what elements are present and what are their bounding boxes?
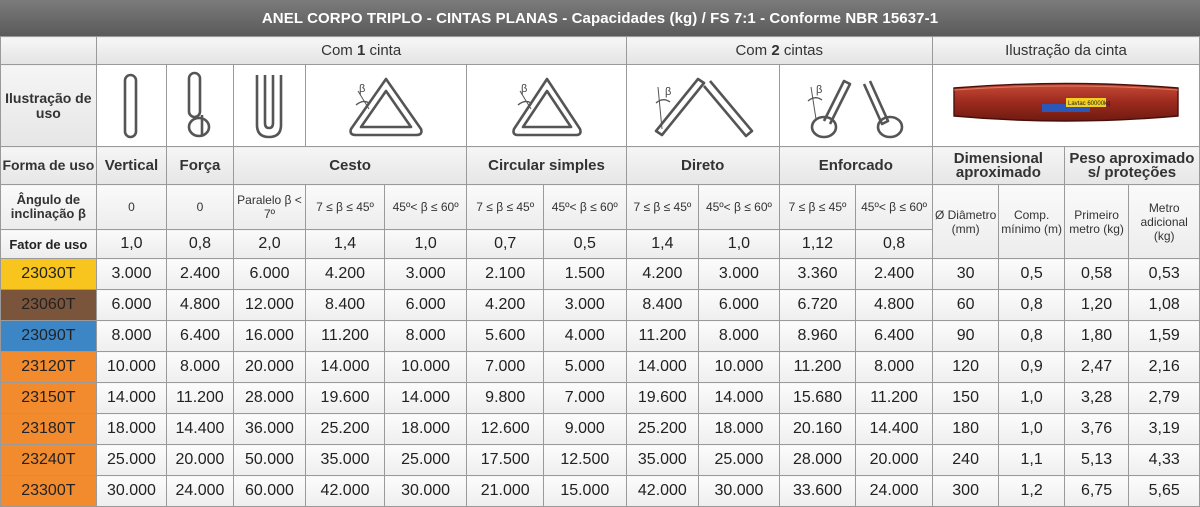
illustration-row bbox=[1, 65, 1200, 147]
svg-text:β: β bbox=[520, 82, 527, 95]
angle-cell: 45º< β ≤ 60º bbox=[856, 185, 933, 230]
value-cell: 18.000 bbox=[384, 414, 467, 445]
table-row bbox=[1, 445, 1200, 476]
table-row bbox=[1, 352, 1200, 383]
svg-text:β: β bbox=[664, 85, 671, 98]
value-cell: 240 bbox=[932, 445, 998, 476]
dim-diameter-header: Ø Diâmetro (mm) bbox=[932, 185, 998, 259]
value-cell: 1,20 bbox=[1064, 290, 1128, 321]
factor-cell: 1,4 bbox=[626, 230, 699, 259]
value-cell: 11.200 bbox=[856, 383, 933, 414]
value-cell: 0,53 bbox=[1129, 259, 1200, 290]
value-cell: 8.000 bbox=[96, 321, 167, 352]
product-code: 23300T bbox=[1, 476, 97, 507]
value-cell: 0,8 bbox=[999, 321, 1064, 352]
product-code: 23090T bbox=[1, 321, 97, 352]
angle-cell: 0 bbox=[167, 185, 233, 230]
value-cell: 8.000 bbox=[384, 321, 467, 352]
circular-simple-icon bbox=[467, 65, 626, 147]
value-cell: 10.000 bbox=[699, 352, 780, 383]
value-cell: 12.600 bbox=[467, 414, 544, 445]
value-cell: 0,58 bbox=[1064, 259, 1128, 290]
factor-cell: 1,0 bbox=[96, 230, 167, 259]
value-cell: 10.000 bbox=[384, 352, 467, 383]
value-cell: 24.000 bbox=[856, 476, 933, 507]
value-cell: 4.800 bbox=[856, 290, 933, 321]
value-cell: 30.000 bbox=[699, 476, 780, 507]
value-cell: 9.800 bbox=[467, 383, 544, 414]
value-cell: 3,76 bbox=[1064, 414, 1128, 445]
value-cell: 3.000 bbox=[384, 259, 467, 290]
angle-row bbox=[1, 185, 1200, 230]
value-cell: 10.000 bbox=[96, 352, 167, 383]
table-row bbox=[1, 290, 1200, 321]
form-circular: Circular simples bbox=[467, 147, 626, 185]
flat-belt-illustration bbox=[932, 65, 1199, 147]
value-cell: 14.000 bbox=[626, 352, 699, 383]
value-cell: 14.400 bbox=[167, 414, 233, 445]
angle-cell: 45º< β ≤ 60º bbox=[384, 185, 467, 230]
factor-cell: 1,4 bbox=[306, 230, 385, 259]
value-cell: 3.360 bbox=[779, 259, 856, 290]
value-cell: 7.000 bbox=[467, 352, 544, 383]
value-cell: 14.000 bbox=[699, 383, 780, 414]
value-cell: 5,13 bbox=[1064, 445, 1128, 476]
table-row bbox=[1, 383, 1200, 414]
value-cell: 150 bbox=[932, 383, 998, 414]
svg-text:Lavtac 60000kg: Lavtac 60000kg bbox=[1067, 100, 1111, 107]
value-cell: 8.400 bbox=[626, 290, 699, 321]
basket-angled-icon bbox=[306, 65, 467, 147]
value-cell: 25.200 bbox=[626, 414, 699, 445]
value-cell: 2.400 bbox=[167, 259, 233, 290]
value-cell: 6.000 bbox=[233, 259, 306, 290]
usage-form-row bbox=[1, 147, 1200, 185]
table-row bbox=[1, 321, 1200, 352]
capacity-data-body bbox=[1, 259, 1200, 507]
factor-cell: 1,12 bbox=[779, 230, 856, 259]
table-row bbox=[1, 414, 1200, 445]
svg-text:β: β bbox=[815, 83, 823, 96]
value-cell: 20.160 bbox=[779, 414, 856, 445]
value-cell: 6,75 bbox=[1064, 476, 1128, 507]
value-cell: 8.000 bbox=[856, 352, 933, 383]
angle-cell: 7 ≤ β ≤ 45º bbox=[779, 185, 856, 230]
value-cell: 8.000 bbox=[699, 321, 780, 352]
value-cell: 8.960 bbox=[779, 321, 856, 352]
value-cell: 6.720 bbox=[779, 290, 856, 321]
value-cell: 3,28 bbox=[1064, 383, 1128, 414]
angle-cell: 45º< β ≤ 60º bbox=[699, 185, 780, 230]
value-cell: 300 bbox=[932, 476, 998, 507]
angle-cell: 7 ≤ β ≤ 45º bbox=[306, 185, 385, 230]
value-cell: 2,16 bbox=[1129, 352, 1200, 383]
form-dimensional: Dimensional aproximado bbox=[932, 147, 1064, 185]
value-cell: 11.200 bbox=[779, 352, 856, 383]
value-cell: 1,59 bbox=[1129, 321, 1200, 352]
value-cell: 1,0 bbox=[999, 414, 1064, 445]
value-cell: 25.000 bbox=[699, 445, 780, 476]
value-cell: 25.200 bbox=[306, 414, 385, 445]
value-cell: 28.000 bbox=[233, 383, 306, 414]
row-label-angle: Ângulo de inclinação β bbox=[1, 185, 97, 230]
value-cell: 21.000 bbox=[467, 476, 544, 507]
angle-cell: 45º< β ≤ 60º bbox=[543, 185, 626, 230]
factor-cell: 0,7 bbox=[467, 230, 544, 259]
value-cell: 15.680 bbox=[779, 383, 856, 414]
basket-parallel-icon bbox=[233, 65, 306, 147]
value-cell: 6.000 bbox=[384, 290, 467, 321]
value-cell: 90 bbox=[932, 321, 998, 352]
value-cell: 35.000 bbox=[626, 445, 699, 476]
form-direto: Direto bbox=[626, 147, 779, 185]
value-cell: 4.000 bbox=[543, 321, 626, 352]
choke-sling-icon bbox=[167, 65, 233, 147]
value-cell: 2.100 bbox=[467, 259, 544, 290]
value-cell: 4.800 bbox=[167, 290, 233, 321]
value-cell: 3.000 bbox=[96, 259, 167, 290]
value-cell: 14.000 bbox=[306, 352, 385, 383]
value-cell: 30 bbox=[932, 259, 998, 290]
dim-length-header: Comp. mínimo (m) bbox=[999, 185, 1064, 259]
row-label-factor: Fator de uso bbox=[1, 230, 97, 259]
form-peso: Peso aproximado s/ proteções bbox=[1064, 147, 1199, 185]
product-code: 23150T bbox=[1, 383, 97, 414]
capacity-table bbox=[0, 36, 1200, 507]
factor-cell: 1,0 bbox=[384, 230, 467, 259]
value-cell: 2,47 bbox=[1064, 352, 1128, 383]
value-cell: 3.000 bbox=[543, 290, 626, 321]
factor-cell: 1,0 bbox=[699, 230, 780, 259]
row-label-illustration: Ilustração de uso bbox=[1, 65, 97, 147]
value-cell: 30.000 bbox=[384, 476, 467, 507]
value-cell: 25.000 bbox=[96, 445, 167, 476]
value-cell: 19.600 bbox=[306, 383, 385, 414]
vertical-sling-icon bbox=[96, 65, 167, 147]
angle-cell: Paralelo β < 7º bbox=[233, 185, 306, 230]
product-code: 23120T bbox=[1, 352, 97, 383]
value-cell: 8.000 bbox=[167, 352, 233, 383]
value-cell: 14.400 bbox=[856, 414, 933, 445]
direct-two-legs-icon bbox=[626, 65, 779, 147]
value-cell: 4,33 bbox=[1129, 445, 1200, 476]
value-cell: 6.400 bbox=[167, 321, 233, 352]
weight-extra-header: Metro adicional (kg) bbox=[1129, 185, 1200, 259]
group-two-belts: Com 2 cintas bbox=[626, 37, 932, 65]
value-cell: 4.200 bbox=[467, 290, 544, 321]
value-cell: 24.000 bbox=[167, 476, 233, 507]
value-cell: 20.000 bbox=[233, 352, 306, 383]
product-code: 23180T bbox=[1, 414, 97, 445]
form-forca: Força bbox=[167, 147, 233, 185]
value-cell: 35.000 bbox=[306, 445, 385, 476]
group-one-belt: Com 1 cinta bbox=[96, 37, 626, 65]
value-cell: 1,1 bbox=[999, 445, 1064, 476]
factor-cell: 0,8 bbox=[167, 230, 233, 259]
value-cell: 180 bbox=[932, 414, 998, 445]
group-header-row bbox=[1, 37, 1200, 65]
value-cell: 28.000 bbox=[779, 445, 856, 476]
value-cell: 0,5 bbox=[999, 259, 1064, 290]
angle-cell: 0 bbox=[96, 185, 167, 230]
svg-text:β: β bbox=[359, 82, 366, 95]
corner-cell bbox=[1, 37, 97, 65]
value-cell: 0,9 bbox=[999, 352, 1064, 383]
value-cell: 3,19 bbox=[1129, 414, 1200, 445]
value-cell: 25.000 bbox=[384, 445, 467, 476]
value-cell: 6.400 bbox=[856, 321, 933, 352]
value-cell: 3.000 bbox=[699, 259, 780, 290]
value-cell: 36.000 bbox=[233, 414, 306, 445]
value-cell: 14.000 bbox=[96, 383, 167, 414]
value-cell: 20.000 bbox=[167, 445, 233, 476]
value-cell: 12.500 bbox=[543, 445, 626, 476]
value-cell: 60 bbox=[932, 290, 998, 321]
value-cell: 11.200 bbox=[626, 321, 699, 352]
value-cell: 2.400 bbox=[856, 259, 933, 290]
value-cell: 4.200 bbox=[626, 259, 699, 290]
value-cell: 18.000 bbox=[699, 414, 780, 445]
value-cell: 60.000 bbox=[233, 476, 306, 507]
value-cell: 1,2 bbox=[999, 476, 1064, 507]
value-cell: 2,79 bbox=[1129, 383, 1200, 414]
value-cell: 9.000 bbox=[543, 414, 626, 445]
value-cell: 15.000 bbox=[543, 476, 626, 507]
table-title: ANEL CORPO TRIPLO - CINTAS PLANAS - Capacidades (kg) / FS 7:1 - Conforme NBR 15637-1 bbox=[0, 0, 1200, 36]
choked-two-legs-icon bbox=[779, 65, 932, 147]
value-cell: 18.000 bbox=[96, 414, 167, 445]
value-cell: 5.600 bbox=[467, 321, 544, 352]
value-cell: 19.600 bbox=[626, 383, 699, 414]
value-cell: 6.000 bbox=[699, 290, 780, 321]
value-cell: 11.200 bbox=[167, 383, 233, 414]
value-cell: 11.200 bbox=[306, 321, 385, 352]
value-cell: 7.000 bbox=[543, 383, 626, 414]
value-cell: 5.000 bbox=[543, 352, 626, 383]
form-enforcado: Enforcado bbox=[779, 147, 932, 185]
value-cell: 30.000 bbox=[96, 476, 167, 507]
product-code: 23240T bbox=[1, 445, 97, 476]
value-cell: 1,08 bbox=[1129, 290, 1200, 321]
value-cell: 5,65 bbox=[1129, 476, 1200, 507]
factor-cell: 2,0 bbox=[233, 230, 306, 259]
value-cell: 50.000 bbox=[233, 445, 306, 476]
value-cell: 1,80 bbox=[1064, 321, 1128, 352]
angle-cell: 7 ≤ β ≤ 45º bbox=[626, 185, 699, 230]
form-vertical: Vertical bbox=[96, 147, 167, 185]
row-label-form: Forma de uso bbox=[1, 147, 97, 185]
value-cell: 120 bbox=[932, 352, 998, 383]
form-cesto: Cesto bbox=[233, 147, 467, 185]
value-cell: 4.200 bbox=[306, 259, 385, 290]
value-cell: 42.000 bbox=[626, 476, 699, 507]
product-code: 23030T bbox=[1, 259, 97, 290]
weight-first-header: Primeiro metro (kg) bbox=[1064, 185, 1128, 259]
value-cell: 33.600 bbox=[779, 476, 856, 507]
value-cell: 14.000 bbox=[384, 383, 467, 414]
value-cell: 16.000 bbox=[233, 321, 306, 352]
value-cell: 1,0 bbox=[999, 383, 1064, 414]
product-code: 23060T bbox=[1, 290, 97, 321]
value-cell: 17.500 bbox=[467, 445, 544, 476]
angle-cell: 7 ≤ β ≤ 45º bbox=[467, 185, 544, 230]
value-cell: 8.400 bbox=[306, 290, 385, 321]
value-cell: 12.000 bbox=[233, 290, 306, 321]
value-cell: 0,8 bbox=[999, 290, 1064, 321]
factor-cell: 0,5 bbox=[543, 230, 626, 259]
group-belt-illustration: Ilustração da cinta bbox=[932, 37, 1199, 65]
table-row bbox=[1, 259, 1200, 290]
factor-cell: 0,8 bbox=[856, 230, 933, 259]
value-cell: 20.000 bbox=[856, 445, 933, 476]
value-cell: 6.000 bbox=[96, 290, 167, 321]
value-cell: 42.000 bbox=[306, 476, 385, 507]
table-row bbox=[1, 476, 1200, 507]
value-cell: 1.500 bbox=[543, 259, 626, 290]
